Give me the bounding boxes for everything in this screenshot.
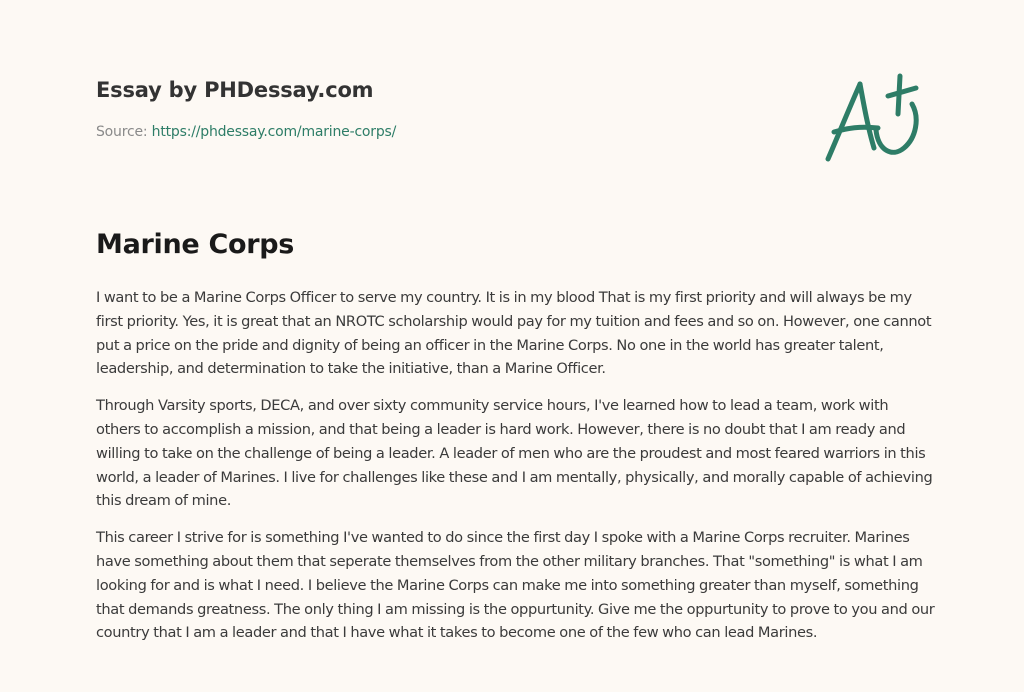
brand-title: Essay by PHDessay.com	[96, 78, 374, 102]
essay-paragraph: This career I strive for is something I've wanted to do since the first day I spoke with a Marine Corps recruiter. Marines have something about them that seperate themselves from the other military branches. That "something" is what I am looking for and is what I need. I believe the Marine Corps can make me into something greater than myself, something that demands greatness. The only thing I am missing is the oppurtunity. Give me the oppurtunity to prove to you and our country that I am a leader and that I have what it takes to become one of the few who can lead Marines.	[96, 529, 935, 642]
essay-paragraph: Through Varsity sports, DECA, and over sixty community service hours, I've learned how to lead a team, work with others to accomplish a mission, and that being a leader is hard work. However, there is no doubt that I am ready and willing to take on the challenge of being a leader. A leader of men who are the proudest and most feared warriors in this world, a leader of Marines. I live for challenges like these and I am mentally, physically, and morally capable of achieving this dream of mine.	[96, 397, 933, 510]
source-link[interactable]: https://phdessay.com/marine-corps/	[151, 124, 397, 140]
essay-body	[96, 286, 936, 658]
essay-title: Marine Corps	[96, 229, 295, 260]
essay-header	[96, 74, 796, 142]
a-plus-grade-icon	[818, 66, 930, 166]
essay-paragraph: I want to be a Marine Corps Officer to serve my country. It is in my blood That is my first priority and will always be my first priority. Yes, it is great that an NROTC scholarship would pay for my tuition and fees and so on. However, one cannot put a price on the pride and dignity of being an officer in the Marine Corps. No one in the world has greater talent, leadership, and determination to take the initiative, than a Marine Officer.	[96, 289, 932, 378]
source-label: Source:	[96, 124, 148, 140]
source-line	[96, 122, 796, 142]
